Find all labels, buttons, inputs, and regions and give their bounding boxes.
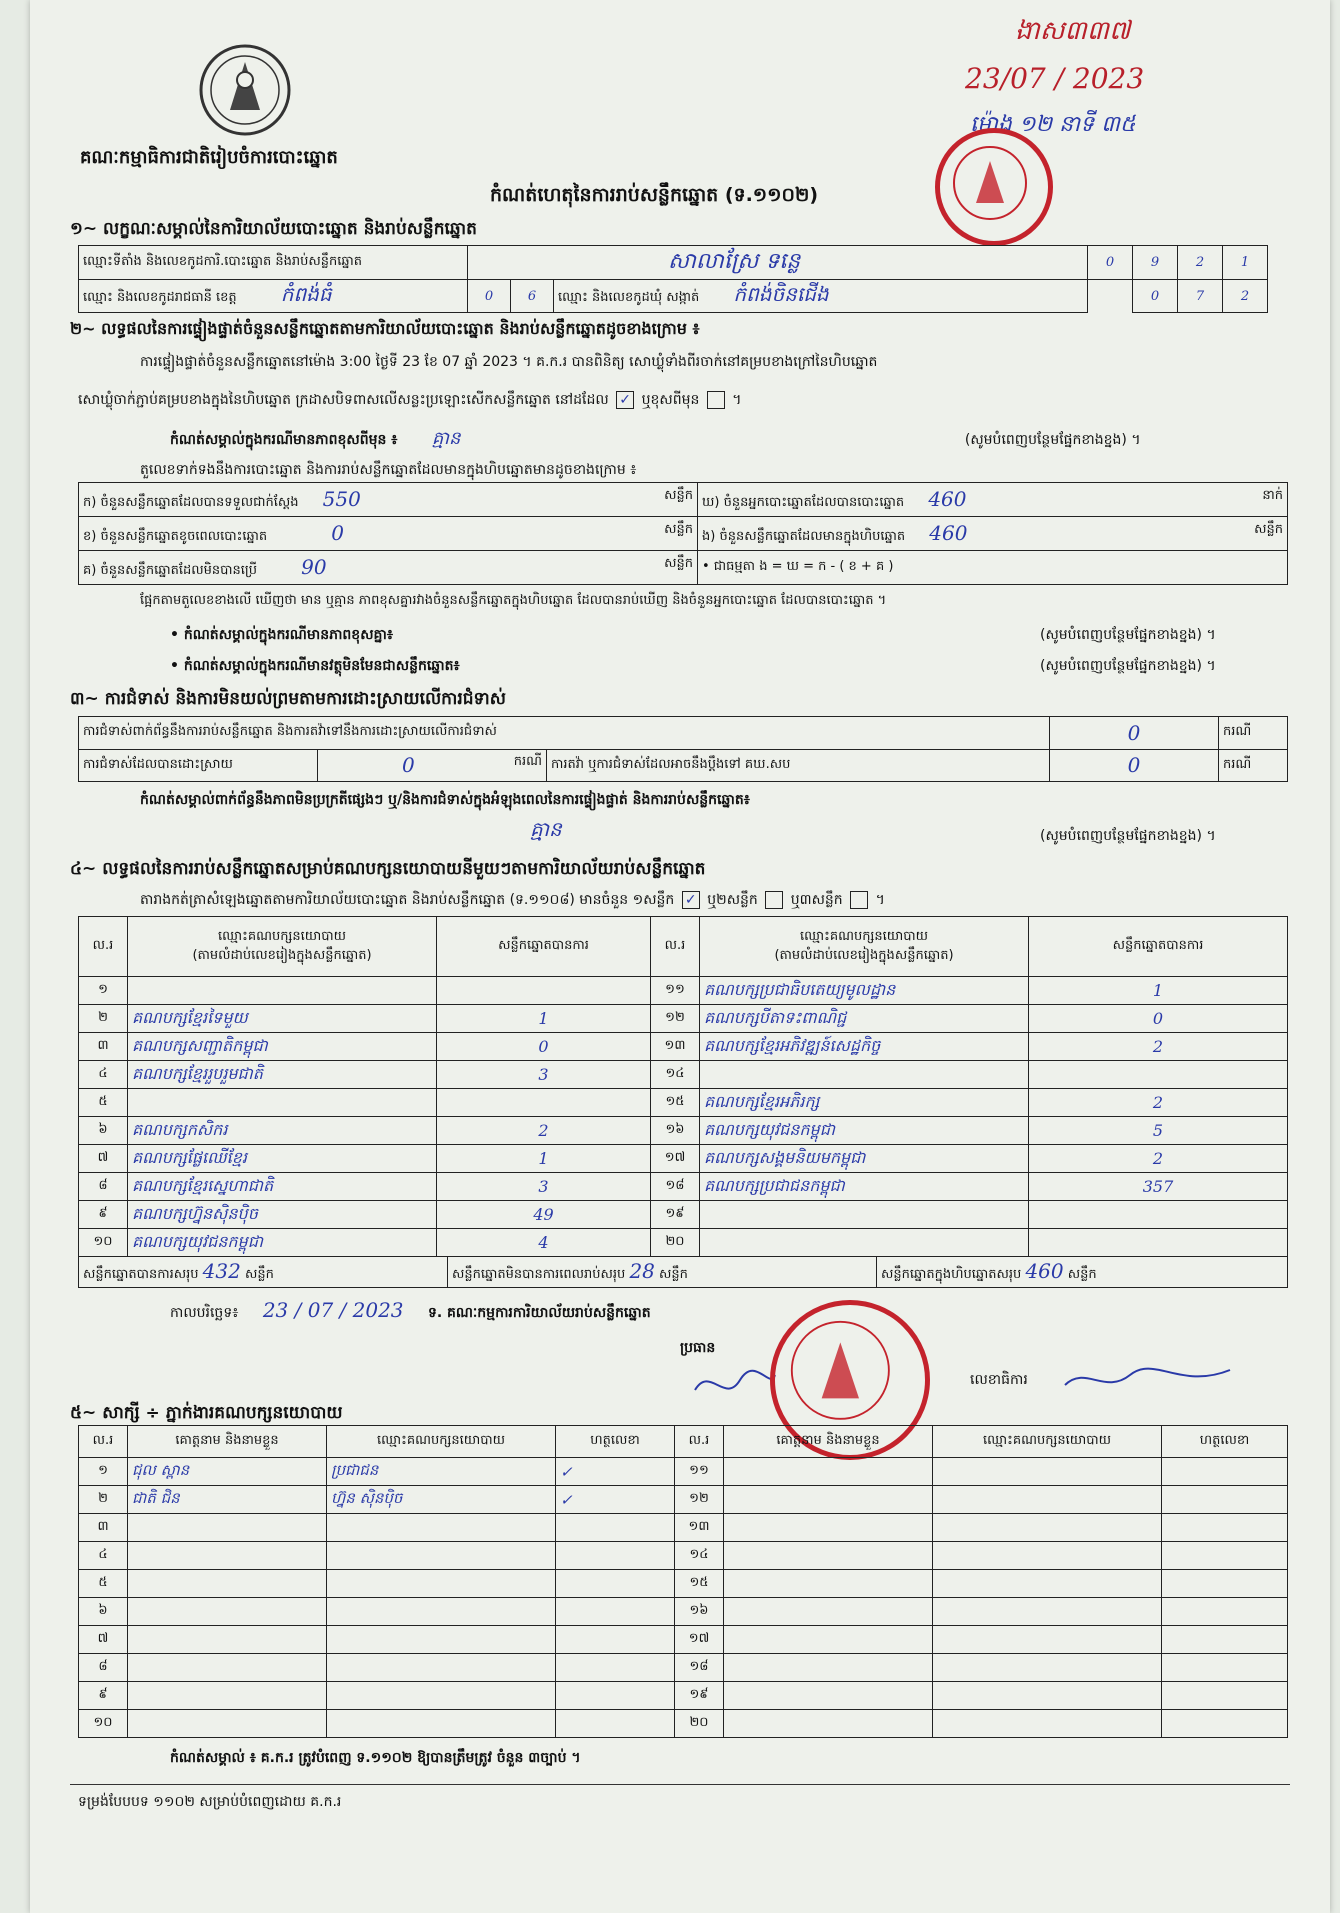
party-no: ២ — [79, 1005, 128, 1033]
party-row — [79, 1145, 1288, 1173]
total-valid: 432 — [202, 1259, 241, 1283]
party-name: គណបក្សបីតាទះពាណិជ្ជ — [700, 1005, 1029, 1033]
party-no: ១ — [79, 977, 128, 1005]
party-votes: 4 — [437, 1229, 651, 1257]
section2-bullet1: • កំណត់សម្គាល់ក្នុងករណីមានភាពខុសគ្នា៖ — [170, 627, 394, 643]
count-row-e: ង) ចំនួនសន្លឹកឆ្នោតដែលមានក្នុងហិបឆ្នោត 460 សន្លឹក — [698, 517, 1288, 551]
party-row — [79, 1033, 1288, 1061]
party-no: ១៤ — [651, 1061, 700, 1089]
party-name: គណបក្សហ្វ៊ុនស៊ិនប៉ិច — [128, 1201, 437, 1229]
party-no: ១០ — [79, 1229, 128, 1257]
commune-code-2: 7 — [1178, 280, 1223, 313]
section3-title: ៣~ ការជំទាស់ និងការមិនយល់ព្រមតាមការដោះស្រាយលើការជំទាស់ — [70, 689, 506, 709]
witness-party — [933, 1598, 1162, 1626]
party-name: គណបក្សយុវជនកម្ពុជា — [128, 1229, 437, 1257]
party-votes: 49 — [437, 1201, 651, 1229]
commune-code-3: 2 — [1223, 280, 1268, 313]
count-row-c: គ) ចំនួនសន្លឹកឆ្នោតដែលមិនបានប្រើ 90 សន្លឹក — [79, 551, 698, 585]
witness-party — [933, 1682, 1162, 1710]
witness-signature — [1162, 1486, 1288, 1514]
total-invalid-cell: សន្លឹកឆ្នោតមិនបានការពេលរាប់សរុប 28 សន្លឹក — [448, 1257, 877, 1288]
objections-row1-value: 0 — [1050, 717, 1219, 750]
witness-no: ១៧ — [675, 1626, 724, 1654]
chair-label: ប្រធាន — [680, 1340, 716, 1356]
changed-checkbox[interactable] — [707, 391, 725, 409]
col-votes-left: សន្លឹកឆ្នោតបានការ — [437, 917, 651, 977]
party-row — [79, 1061, 1288, 1089]
party-name: គណបក្សខ្មែរអភិរក្ស — [700, 1089, 1029, 1117]
party-totals — [78, 1256, 1288, 1288]
party-name: គណបក្សខ្មែរទៃមួយ — [128, 1005, 437, 1033]
party-no: ៣ — [79, 1033, 128, 1061]
total-valid-cell: សន្លឹកឆ្នោតបានការសរុប 432 សន្លឹក — [79, 1257, 448, 1288]
witness-signature — [556, 1654, 675, 1682]
section4-title: ៤~ លទ្ធផលនៃការរាប់សន្លឹកឆ្នោតសម្រាប់គណបក្សនយោបាយនីមួយៗតាមការិយាល័យរាប់សន្លឹកឆ្នោត — [70, 859, 706, 879]
witness-col-name-left: គោត្តនាម និងនាមខ្លួន — [128, 1426, 327, 1458]
section2-bullet1-hint: (សូមបំពេញបន្ថែមផ្នែកខាងខ្នង) ។ — [1040, 627, 1216, 643]
witness-signature — [556, 1514, 675, 1542]
section1-table — [78, 245, 1268, 313]
handwritten-date: 23/07 / 2023 — [965, 62, 1145, 95]
official-stamp-top — [935, 128, 1053, 246]
party-votes — [437, 1089, 651, 1117]
witness-signature — [1162, 1682, 1288, 1710]
witness-signature — [556, 1570, 675, 1598]
party-name — [700, 1229, 1029, 1257]
party-name: គណបក្សផ្លែឈើខ្មែរ — [128, 1145, 437, 1173]
footer-note: កំណត់សម្គាល់ ៖ គ.ក.រ ត្រូវបំពេញ ទ.១១០២ ឱ្យបានត្រឹមត្រូវ ចំនួន ៣ច្បាប់ ។ — [170, 1750, 581, 1766]
party-name: គណបក្សយុវជនកម្ពុជា — [700, 1117, 1029, 1145]
station-label: ឈ្មោះទីតាំង និងលេខកូដការិ.បោះឆ្នោត និងរាប់សន្លឹកឆ្នោត — [79, 246, 468, 280]
witness-signature — [556, 1598, 675, 1626]
station-code-3: 2 — [1178, 246, 1223, 280]
province-label: ឈ្មោះ និងលេខកូដរាជធានី ខេត្ត កំពង់ធំ — [79, 280, 468, 313]
nec-logo-icon — [190, 40, 300, 140]
witness-name — [724, 1542, 933, 1570]
witness-name — [724, 1626, 933, 1654]
section2-bullet2-hint: (សូមបំពេញបន្ថែមផ្នែកខាងខ្នង) ។ — [1040, 658, 1216, 674]
witness-party: ប្រជាជន — [327, 1458, 556, 1486]
witness-signature — [1162, 1598, 1288, 1626]
witness-name — [724, 1458, 933, 1486]
party-votes: 357 — [1029, 1173, 1288, 1201]
witness-party — [933, 1542, 1162, 1570]
witness-col-sign-right: ហត្ថលេខា — [1162, 1426, 1288, 1458]
witness-row — [79, 1458, 1288, 1486]
party-row — [79, 1201, 1288, 1229]
col-party-right: ឈ្មោះគណបក្សនយោបាយ (តាមលំដាប់លេខរៀងក្នុងសន្លឹកឆ្នោត) — [700, 917, 1029, 977]
party-name — [700, 1061, 1029, 1089]
witness-party — [933, 1626, 1162, 1654]
party-no: ១២ — [651, 1005, 700, 1033]
witness-signature — [1162, 1514, 1288, 1542]
party-votes: 3 — [437, 1061, 651, 1089]
section2-para1: ការផ្ទៀងផ្ទាត់ចំនួនសន្លឹកឆ្នោតនៅម៉ោង 3:00 ថ្ងៃទី 23 ខែ 07 ឆ្នាំ 2023 ។ គ.ក.រ បានពិនិត្យ សោឃ្លុំទាំងពីរចាក់នៅគម្របខាងក្រៅនៃហិបឆ្នោត — [140, 354, 878, 370]
witness-signature: ✓ — [556, 1486, 675, 1514]
witness-party — [327, 1710, 556, 1738]
commune-value: កំពង់ចិនជើង — [733, 282, 829, 306]
witness-row — [79, 1598, 1288, 1626]
witness-party — [933, 1654, 1162, 1682]
witness-no: ៥ — [79, 1570, 128, 1598]
province-code-2: 6 — [511, 280, 554, 313]
witness-party — [327, 1570, 556, 1598]
col-votes-right: សន្លឹកឆ្នោតបានការ — [1029, 917, 1288, 977]
witness-party: ហ្វ៊ុន ស៊ិនប៉ិច — [327, 1486, 556, 1514]
section2-bullet2: • កំណត់សម្គាល់ក្នុងករណីមានវត្ថុមិនមែនជាសន្លឹកឆ្នោត៖ — [170, 658, 460, 674]
party-votes: 2 — [1029, 1033, 1288, 1061]
witness-signature — [556, 1542, 675, 1570]
col-no-right: ល.រ — [651, 917, 700, 977]
objections-row2b-value: 0 — [1050, 749, 1219, 782]
section2-para4: ផ្អែកតាមតួលេខខាងលើ ឃើញថា មាន ឬគ្មាន ភាពខុសគ្នារវាងចំនួនសន្លឹកឆ្នោតក្នុងហិបឆ្នោត ដែលបានរាប់ឃើញ និងចំនួនអ្នកបោះឆ្នោត ដែលបានបោះឆ្នោត ។ — [140, 593, 887, 608]
col-party-left: ឈ្មោះគណបក្សនយោបាយ (តាមលំដាប់លេខរៀងក្នុងសន្លឹកឆ្នោត) — [128, 917, 437, 977]
party-votes — [1029, 1201, 1288, 1229]
section3-note-value: គ្មាន — [530, 817, 562, 841]
witness-party — [933, 1514, 1162, 1542]
chair-signature-icon — [690, 1360, 780, 1410]
party-no: ១៦ — [651, 1117, 700, 1145]
party-no: ៨ — [79, 1173, 128, 1201]
objections-row1-label: ការជំទាស់ពាក់ព័ន្ធនឹងការរាប់សន្លឹកឆ្នោត និងការតវ៉ាទៅនឹងការដោះស្រាយលើការជំទាស់ — [79, 717, 1050, 750]
witness-signature — [1162, 1458, 1288, 1486]
party-votes: 1 — [437, 1145, 651, 1173]
total-box: 460 — [1025, 1259, 1064, 1283]
count-formula: • ជាធម្មតា ង = ឃ = ក - ( ខ + គ ) — [698, 551, 1288, 585]
date-value: 23 / 07 / 2023 — [262, 1298, 404, 1322]
section5-title: ៥~ សាក្សី ÷ ភ្នាក់ងារគណបក្សនយោបាយ — [70, 1403, 343, 1423]
objections-row2b-unit: ករណី — [1219, 749, 1288, 782]
witness-signature — [1162, 1710, 1288, 1738]
objections-row2-label: ការជំទាស់ដែលបានដោះស្រាយ — [79, 749, 318, 782]
witness-signature — [556, 1626, 675, 1654]
witness-no: ១៨ — [675, 1654, 724, 1682]
witness-name — [128, 1570, 327, 1598]
party-no: ១៥ — [651, 1089, 700, 1117]
party-no: ៦ — [79, 1117, 128, 1145]
org-name: គណៈកម្មាធិការជាតិរៀបចំការបោះឆ្នោត — [80, 147, 338, 168]
handwritten-code: ងាស៣៣៧ — [1015, 16, 1131, 46]
witness-no: ៩ — [79, 1682, 128, 1710]
witness-name — [724, 1682, 933, 1710]
witness-no: ១៩ — [675, 1682, 724, 1710]
witness-row — [79, 1654, 1288, 1682]
footer-divider — [70, 1784, 1290, 1785]
witness-row — [79, 1682, 1288, 1710]
witness-no: ១០ — [79, 1710, 128, 1738]
section1-title: ១~ លក្ខណៈសម្គាល់នៃការិយាល័យបោះឆ្នោត និងរាប់សន្លឹកឆ្នោត — [70, 219, 477, 239]
form-title: កំណត់ហេតុនៃការរាប់សន្លឹកឆ្នោត (ទ.១១០២) — [490, 184, 819, 206]
witness-name: ជាតិ ជិន — [128, 1486, 327, 1514]
witness-signature — [1162, 1570, 1288, 1598]
two-sheet-checkbox[interactable] — [765, 891, 783, 909]
witness-no: ២០ — [675, 1710, 724, 1738]
total-box-cell: សន្លឹកឆ្នោតក្នុងហិបឆ្នោតសរុប 460 សន្លឹក — [877, 1257, 1288, 1288]
party-no: ៧ — [79, 1145, 128, 1173]
witness-row — [79, 1542, 1288, 1570]
party-no: ១៩ — [651, 1201, 700, 1229]
witness-name — [128, 1710, 327, 1738]
section2-para3: តួលេខទាក់ទងនឹងការបោះឆ្នោត និងការរាប់សន្លឹកឆ្នោតដែលមានក្នុងហិបឆ្នោតមានដូចខាងក្រោម ៖ — [140, 462, 637, 478]
witness-name — [724, 1710, 933, 1738]
witness-no: ៦ — [79, 1598, 128, 1626]
section2-para2: សោឃ្លុំចាក់ភ្ជាប់គម្របខាងក្នុងនៃហិបឆ្នោត ក្រដាសបិទពាសលើសន្លះប្រឡោះសើកសន្លឹកឆ្នោត នៅដដែល ✓ ឬខុសពីមុន ។ — [78, 392, 742, 408]
three-sheet-checkbox[interactable] — [850, 891, 868, 909]
witness-col-party-right: ឈ្មោះគណបក្សនយោបាយ — [933, 1426, 1162, 1458]
witness-signature — [1162, 1542, 1288, 1570]
party-name — [128, 1089, 437, 1117]
handwritten-time: ម៉ោង ១២ នាទី ៣៥ — [970, 112, 1136, 137]
party-votes — [437, 977, 651, 1005]
station-value: សាលាស្រែ ទន្លេ — [468, 246, 1088, 280]
counts-table — [78, 482, 1288, 585]
commune-code-1: 0 — [1133, 280, 1178, 313]
party-votes: 1 — [437, 1005, 651, 1033]
witness-no: ២ — [79, 1486, 128, 1514]
party-votes: 0 — [1029, 1005, 1288, 1033]
party-no: ១១ — [651, 977, 700, 1005]
witness-row — [79, 1626, 1288, 1654]
witness-name — [724, 1598, 933, 1626]
witness-no: ៤ — [79, 1542, 128, 1570]
secretary-label: លេខាធិការ — [970, 1372, 1028, 1388]
party-no: ៥ — [79, 1089, 128, 1117]
total-invalid: 28 — [629, 1259, 655, 1283]
witness-signature — [1162, 1626, 1288, 1654]
station-code-4: 1 — [1223, 246, 1268, 280]
party-row — [79, 1229, 1288, 1257]
party-votes: 2 — [1029, 1089, 1288, 1117]
objections-table — [78, 716, 1288, 782]
witness-no: ៨ — [79, 1654, 128, 1682]
province-code-1: 0 — [468, 280, 511, 313]
witness-no: ១ — [79, 1458, 128, 1486]
witness-name — [128, 1542, 327, 1570]
commune-label: ឈ្មោះ និងលេខកូដឃុំ សង្កាត់ កំពង់ចិនជើង — [554, 280, 1088, 313]
witness-name — [128, 1682, 327, 1710]
party-row — [79, 977, 1288, 1005]
party-name: គណបក្សខ្មែរអភិវឌ្ឍន៍សេដ្ឋកិច្ច — [700, 1033, 1029, 1061]
party-name: គណបក្សខ្មែររួបរួមជាតិ — [128, 1061, 437, 1089]
witness-name — [724, 1486, 933, 1514]
witness-party — [933, 1486, 1162, 1514]
witness-party — [327, 1626, 556, 1654]
party-votes — [1029, 1061, 1288, 1089]
party-votes: 3 — [437, 1173, 651, 1201]
witness-no: ១២ — [675, 1486, 724, 1514]
witness-row — [79, 1570, 1288, 1598]
witness-party — [327, 1598, 556, 1626]
party-no: ១៣ — [651, 1033, 700, 1061]
col-no-left: ល.រ — [79, 917, 128, 977]
party-name: គណបក្សប្រជាធិបតេយ្យមូលដ្ឋាន — [700, 977, 1029, 1005]
witness-col-sign-left: ហត្ថលេខា — [556, 1426, 675, 1458]
party-row — [79, 1117, 1288, 1145]
party-name — [128, 977, 437, 1005]
witness-name: ជុល ស្ពាន — [128, 1458, 327, 1486]
witness-row — [79, 1710, 1288, 1738]
party-votes — [1029, 1229, 1288, 1257]
witness-signature: ✓ — [556, 1458, 675, 1486]
witness-col-name-right: គោត្តនាម និងនាមខ្លួន — [724, 1426, 933, 1458]
witness-no: ៧ — [79, 1626, 128, 1654]
count-row-a: ក) ចំនួនសន្លឹកឆ្នោតដែលបានទទួលជាក់ស្តែង 550 សន្លឹក — [79, 483, 698, 517]
party-no: ២០ — [651, 1229, 700, 1257]
witness-name — [724, 1654, 933, 1682]
party-results-table — [78, 916, 1288, 1257]
same-checkbox[interactable]: ✓ — [616, 391, 634, 409]
section2-note: កំណត់សម្គាល់ក្នុងករណីមានភាពខុសពីមុន ៖ គ្មាន (សូមបំពេញបន្ថែមផ្នែកខាងខ្នង) ។ — [170, 428, 1141, 449]
witness-signature — [1162, 1654, 1288, 1682]
party-row — [79, 1089, 1288, 1117]
witness-col-party-left: ឈ្មោះគណបក្សនយោបាយ — [327, 1426, 556, 1458]
section2-title: ២~ លទ្ធផលនៃការផ្ទៀងផ្ទាត់ចំនួនសន្លឹកឆ្នោតតាមការិយាល័យបោះឆ្នោត និងរាប់សន្លឹកឆ្នោតដូចខាងក្រោម ៖ — [70, 319, 700, 338]
witness-no: ៣ — [79, 1514, 128, 1542]
witness-party — [327, 1542, 556, 1570]
party-votes: 5 — [1029, 1117, 1288, 1145]
section3-note-hint: (សូមបំពេញបន្ថែមផ្នែកខាងខ្នង) ។ — [1040, 828, 1216, 844]
party-votes: 0 — [437, 1033, 651, 1061]
objections-row1-unit: ករណី — [1219, 717, 1288, 750]
witness-no: ១៥ — [675, 1570, 724, 1598]
party-row — [79, 1005, 1288, 1033]
witness-party — [933, 1458, 1162, 1486]
witness-name — [724, 1514, 933, 1542]
party-votes: 2 — [437, 1117, 651, 1145]
witness-signature — [556, 1710, 675, 1738]
witness-party — [933, 1710, 1162, 1738]
party-row — [79, 1173, 1288, 1201]
witness-table — [78, 1425, 1288, 1738]
witness-no: ១៦ — [675, 1598, 724, 1626]
party-no: ១៨ — [651, 1173, 700, 1201]
party-name: គណបក្សកសិករ — [128, 1117, 437, 1145]
province-value: កំពង់ធំ — [280, 282, 332, 306]
date-line: កាលបរិច្ឆេទ៖ 23 / 07 / 2023 ទ. គណៈកម្មការការិយាល័យរាប់សន្លឹកឆ្នោត — [170, 1298, 651, 1322]
witness-no: ១១ — [675, 1458, 724, 1486]
footer-form-id: ទម្រង់បែបបទ ១១០២ សម្រាប់បំពេញដោយ គ.ក.រ — [78, 1794, 342, 1810]
party-votes: 1 — [1029, 977, 1288, 1005]
witness-party — [327, 1514, 556, 1542]
witness-name — [128, 1598, 327, 1626]
party-votes: 2 — [1029, 1145, 1288, 1173]
objections-row2b-label: ការតវ៉ា ឬការជំទាស់ដែលអាចនឹងប្តឹងទៅ គឃ.សប — [547, 749, 1050, 782]
witness-party — [933, 1570, 1162, 1598]
witness-row — [79, 1486, 1288, 1514]
witness-name — [128, 1626, 327, 1654]
witness-name — [128, 1514, 327, 1542]
station-code-1: 0 — [1088, 246, 1133, 280]
witness-party — [327, 1654, 556, 1682]
witness-no: ១៣ — [675, 1514, 724, 1542]
secretary-signature-icon — [1060, 1360, 1240, 1400]
objections-row2-cell: 0 ករណី — [318, 749, 547, 782]
party-no: ៤ — [79, 1061, 128, 1089]
section3-note: កំណត់សម្គាល់ពាក់ព័ន្ធនឹងភាពមិនប្រក្រតីផ្សេងៗ ឬ/និងការជំទាស់ក្នុងអំឡុងពេលនៃការផ្ទៀងផ្ទាត់ និងការរាប់សន្លឹកឆ្នោត៖ — [140, 792, 750, 808]
document-page — [30, 0, 1330, 1913]
witness-name — [724, 1570, 933, 1598]
witness-col-no-left: ល.រ — [79, 1426, 128, 1458]
party-no: ១៧ — [651, 1145, 700, 1173]
witness-row — [79, 1514, 1288, 1542]
count-row-b: ខ) ចំនួនសន្លឹកឆ្នោតខូចពេលបោះឆ្នោត 0 សន្លឹក — [79, 517, 698, 551]
witness-col-no-right: ល.រ — [675, 1426, 724, 1458]
party-name: គណបក្សសញ្ជាតិកម្ពុជា — [128, 1033, 437, 1061]
count-row-d: ឃ) ចំនួនអ្នកបោះឆ្នោតដែលបានបោះឆ្នោត 460 នាក់ — [698, 483, 1288, 517]
party-name: គណបក្សសង្គមនិយមកម្ពុជា — [700, 1145, 1029, 1173]
witness-name — [128, 1654, 327, 1682]
party-no: ៩ — [79, 1201, 128, 1229]
one-sheet-checkbox[interactable]: ✓ — [682, 891, 700, 909]
station-code-2: 9 — [1133, 246, 1178, 280]
party-name: គណបក្សខ្មែរស្នេហាជាតិ — [128, 1173, 437, 1201]
witness-signature — [556, 1682, 675, 1710]
party-name: គណបក្សប្រជាជនកម្ពុជា — [700, 1173, 1029, 1201]
witness-no: ១៤ — [675, 1542, 724, 1570]
witness-party — [327, 1682, 556, 1710]
party-name — [700, 1201, 1029, 1229]
section4-intro: តារាងកត់ត្រាសំឡេងឆ្នោតតាមការិយាល័យបោះឆ្នោត និងរាប់សន្លឹកឆ្នោត (ទ.១១០៨) មានចំនួន ១សន្លឹក ✓ ឬ២សន្លឹក ឬ៣សន្លឹក ។ — [140, 892, 885, 908]
